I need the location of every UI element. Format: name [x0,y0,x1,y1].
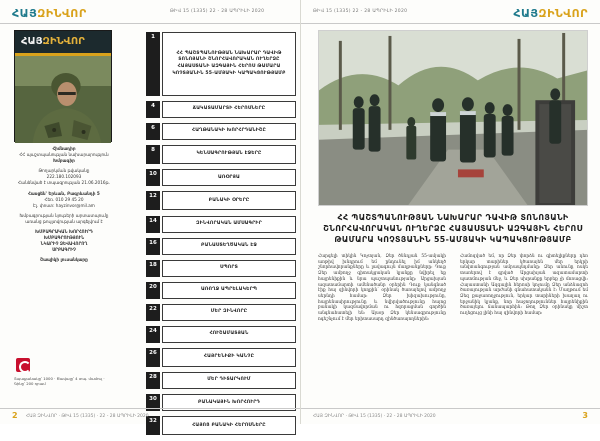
toc-title: ԿԵՆՍԱԳՐՈՒԹՅԱՆ ԷՋԵՐԸ [162,145,296,164]
toc-title: ՄԵՐ ԶԻՆՎՈՐԸ [162,304,296,321]
footer-left [0,408,300,424]
toc-page-number: 20 [146,282,160,299]
toc-page-number: 28 [146,372,160,389]
toc-page-number: 22 [146,304,160,321]
toc-page-number: 30 [146,394,160,411]
footer-text: ՀԱՅ ԶԻՆՎՈՐ · ԹԻՎ 15 (1335) · 22 - 28 ԱՊՐԻԼԻ 2020 [313,414,436,419]
imprint-line: Էլ. փոստ: hayzinvor@mil.am [33,202,95,208]
imprint-line: Շապիկի լուսանկարը [40,257,88,263]
imprint-line: Խմբագիր [53,158,75,164]
toc-entry[interactable] [146,348,296,367]
toc-title: ՀՈՒՇԱՄԱՏՅԱՆ [162,326,296,343]
cover-logo-part2: ԶԻՆՎՈՐ [42,36,85,47]
toc-title: ՄԵՐ ԴԻՏԱՐԿՈՒՄ [162,372,296,389]
imprint-line: Հեռ. 010 29 45 20 [44,196,84,202]
imprint-line: Թողարկման թվականը [38,168,90,174]
footer-right [301,408,600,424]
toc-entry[interactable] [146,145,296,164]
printer-logo [16,358,110,372]
toc-entry[interactable] [146,101,296,118]
cover-logo-part1: ՀԱՅ [21,36,43,47]
imprint-line: Խմբագրության նյութերի արտատպումը առանց թույլտվության արգելվում է [19,212,109,224]
imprint-footer: Տպաքանակը՝ 1000 · Ծավալը՝ 4 տպ. մամուլ · Գինը՝ 200 դրամ [14,376,105,387]
toc-title: ԲԱՆԱՍՏԵՂԾԱԿԱՆ ԷՋ [162,238,296,255]
issue-line: ԹԻՎ 15 (1335) 22 - 28 ԱՊՐԻԼԻ 2020 [170,9,265,14]
toc-entry[interactable] [146,372,296,389]
toc-title: ՀԱՂԹԱՆԱԿԻ ԽՈՐՀՐԴԱՆԻՇԸ [162,123,296,140]
toc-entry[interactable] [146,32,296,96]
toc-title: ՃԱԿԱՏԱՄԱՐՏԻ ՀԵՐՈՍՆԵՐԸ [162,101,296,118]
page-number: 2 [12,411,18,420]
imprint-line: ԽՄԲԱԳՐԱԿԱՆ ԽՈՐՀՈՒՐԴ [35,229,93,235]
article-body-column-1: Հարգելի տիկին Կոչտյան, Ձեր ծննդյան 55-ամյակի առթիվ խնդրում եմ ընդունել իմ անկեղծ շնորհավորանքները և լավագույն մաղթանքները։ Դուք Ձեր ամբողջ գիտակցական կյանքը նվիրել եք հայրենիքին և նրա պաշտպանությանը։ Արցախյան ազատամարտի ամենածանր օրերին Դուք կանգնած էիք հայ զինվորի կողքին՝ օրինակ ծառայելով ամբողջ սերնդի համար։ Ձեր խիզախությունը, հայրենասիրությունը և նվիրվածությունը հայոց բանակի կազմավորման ու հզորացման գործին անգնահատելի են։ Այսօր Ձեր կենսագրությունը ոգեշնչում է մեր երիտասարդ զինծառայողներին։ [318,254,446,322]
imprint-block [14,146,114,264]
toc-title: ՀՀ ՊԱՇՏՊԱՆՈՒԹՅԱՆ ՆԱԽԱՐԱՐ ԴԱՎԻԹ ՏՈՆՈՅԱՆԻ ՇՆՈՐՀԱՎՈՐԱԿԱՆ ՈՒՂԵՐՁԸ ՀԱՅԱՍՏԱՆԻ ԱԶԳԱՅԻՆ ՀԵՐՈՍ ԹԱՄԱՐԱ ԿՈՉՏՅԱՆԻՆ 55-ԱՄՅԱԿԻ ԿԱՊԱԿՑՈՒԹՅԱՄԲ [162,32,296,96]
cover-logo [21,36,85,47]
toc-title: ԲԱՆԱԿԻ ՕՐԵՐԸ [162,191,296,210]
imprint-line: Հասցեն՝ Երևան, Բագրևանդի 5 [28,190,100,196]
toc-page-number: 18 [146,260,160,277]
cover-thumbnail [14,30,112,142]
page-number: 3 [582,411,588,420]
toc-page-number: 8 [146,145,160,164]
logo-part2: ԶԻՆՎՈՐ [37,7,87,20]
printer-logo-icon [16,358,30,372]
toc-title: ԲԱՆԱԿԱՅԻՆ ԽՈՐՀՈՒՐԴ [162,394,296,411]
toc-page-number: 16 [146,238,160,255]
imprint-line: ՍՐԲԱԳՐԻՉ [52,247,76,253]
issue-line: ԹԻՎ 15 (1335) 22 - 28 ԱՊՐԻԼԻ 2020 [313,9,408,14]
logo-part1: ՀԱՅ [513,7,539,20]
toc-title: ԶԻՆՎՈՐԱԿԱՆ ԱՄՍԱԳՐԻՐ [162,216,296,233]
toc-title: ՀԱՅՈՑ ԲԱՆԱԿԻ ՀԵՐՈՍՆԵՐԸ [162,416,296,435]
toc-page-number: 1 [146,32,160,96]
toc-entry[interactable] [146,304,296,321]
toc-entry[interactable] [146,260,296,277]
imprint-line: 222.180.102093 [46,174,82,180]
toc-title: ՀԱՅՐԵՆԻՔԻ ԿԱՆՉԸ [162,348,296,367]
memorial-ceremony-photo [318,30,588,206]
running-head-left [0,0,300,24]
toc-entry[interactable] [146,216,296,233]
toc-page-number: 4 [146,101,160,118]
toc-page-number: 26 [146,348,160,367]
toc-entry[interactable] [146,282,296,299]
toc-entry[interactable] [146,238,296,255]
toc-title: ԱՌՕՐՅԱ [162,169,296,186]
toc-page-number: 32 [146,416,160,435]
toc-page-number: 10 [146,169,160,186]
logo-part1: ՀԱՅ [12,7,38,20]
imprint-line: Հիմնադիր [52,146,76,151]
magazine-logo [12,7,87,20]
magazine-logo [513,7,588,20]
article-headline: ՀՀ ՊԱՇՏՊԱՆՈՒԹՅԱՆ ՆԱԽԱՐԱՐ ԴԱՎԻԹ ՏՈՆՈՅԱՆԻ ՇՆՈՐՀԱՎՈՐԱԿԱՆ ՈՒՂԵՐՁԸ ՀԱՅԱՍՏԱՆԻ ԱԶԳԱՅԻՆ ՀԵՐՈՍ ԹԱՄԱՐԱ ԿՈՉՏՅԱՆԻՆ 55-ԱՄՅԱԿԻ ԿԱՊԱԿՑՈՒԹՅԱՄԲ [323,213,583,244]
left-page [0,0,300,428]
toc-entry[interactable] [146,123,296,140]
toc-entry[interactable] [146,191,296,210]
cover-soldier-photo [15,56,111,143]
logo-part2: ԶԻՆՎՈՐ [538,7,588,20]
cover-masthead [15,31,111,53]
imprint-line: ՆԿԱՐԻՉ ՁԵՎԱՎՈՐՈՂ [40,241,88,247]
running-head-right [301,0,600,24]
toc-title: ՍՊՈՐՏ [162,260,296,277]
article-body-column-2: Համոզված եմ, որ Ձեր փորձն ու գիտելիքները դեռ երկար տարիներ կծառայեն մեր երկրի անվտանգության ամրապնդմանը։ Ձեր անունը ոսկե տառերով է գրված Արցախյան ազատամարտի պատմության մեջ, և Ձեր սխրանքը երբեք չի մոռացվի։ Հայաստանի Ազգային հերոսի կոչումը Ձեր անձնազոհ ծառայության արժանի գնահատականն է։ Մաղթում եմ Ձեզ քաջառողջություն, երկար տարիների խաղաղ ու երջանիկ կյանք, նոր հաջողություններ հայրենիքին ծառայելու ճանապարհին։ Թող Ձեր օրինակը միշտ ուղեցույց լինի հայ զինվորի համար։ [460,254,588,317]
toc-page-number: 14 [146,216,160,233]
imprint-line: Հանձնված է տպագրության 21.06.2016թ. [18,180,110,186]
toc-entry[interactable] [146,169,296,186]
toc-page-number: 12 [146,191,160,210]
toc-title: ԱՌՈՂՋ ԱՊՐԵԼԱԿԵՐՊ [162,282,296,299]
footer-text: ՀԱՅ ԶԻՆՎՈՐ · ԹԻՎ 15 (1335) · 22 - 28 ԱՊՐԻԼԻ 2020 [26,414,149,419]
table-of-contents [146,32,296,441]
toc-page-number: 24 [146,326,160,343]
imprint-line: ԽՄԲԱԳՐՈՒԹՅՈՒՆ [43,235,85,241]
imprint-line: ՀՀ պաշտպանության նախարարություն [19,152,109,158]
toc-entry[interactable] [146,326,296,343]
toc-page-number: 6 [146,123,160,140]
